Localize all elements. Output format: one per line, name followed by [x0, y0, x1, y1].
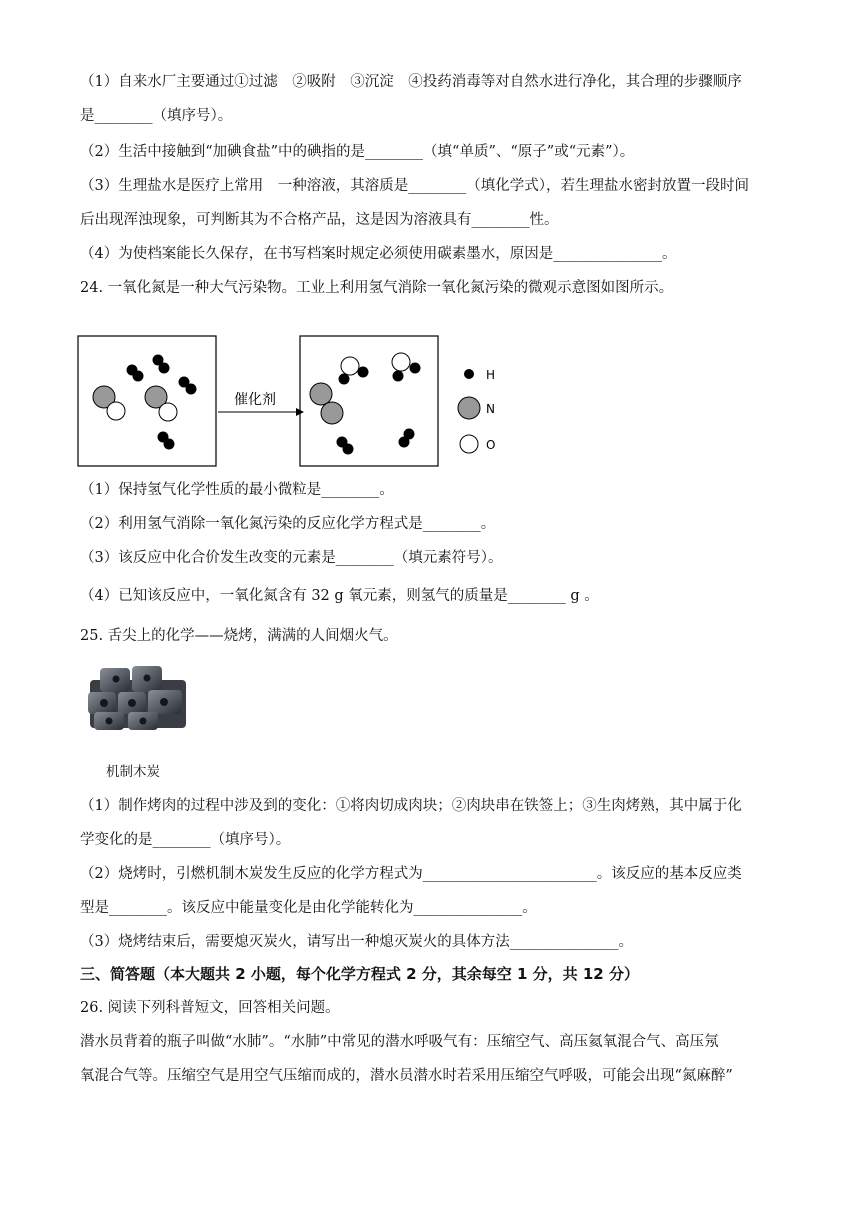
legend-n-label: N	[486, 402, 495, 416]
q26-paragraph-line-2: 氧混合气等。压缩空气是用空气压缩而成的，潜水员潜水时若采用压缩空气呼吸，可能会出现“氮麻醉”	[80, 1068, 733, 1084]
legend-n-symbol	[458, 397, 480, 419]
q24-4-line: （4）已知该反应中，一氧化氮含有 32 g 氧元素，则氢气的质量是________ g 。	[80, 588, 599, 604]
q23-4-line: （4）为使档案能长久保存，在书写档案时规定必须使用碳素墨水，原因是_______________。	[80, 246, 677, 262]
q23-3-line-b: 后出现浑浊现象，可判断其为不合格产品，这是因为溶液具有________性。	[80, 212, 559, 228]
q23-1-line-b: 是________（填序号）。	[80, 108, 233, 124]
q23-3-line-a: （3）生理盐水是医疗上常用 一种溶液，其溶质是________（填化学式），若生理盐水密封放置一段时间	[80, 178, 749, 194]
charcoal-photo	[82, 662, 196, 734]
legend-h-label: H	[486, 368, 496, 382]
section-3-heading: 三、简答题（本大题共 2 小题，每个化学方程式 2 分，其余每空 1 分，共 12 分）	[80, 965, 639, 983]
reaction-diagram	[76, 334, 516, 474]
legend	[458, 368, 495, 453]
q26-stem: 26. 阅读下列科普短文，回答相关问题。	[80, 1000, 340, 1016]
q23-2-line: （2）生活中接触到“加碘食盐”中的碘指的是________（填“单质”、“原子”或“元素”）。	[80, 144, 635, 160]
photo-caption: 机制木炭	[106, 764, 160, 780]
arrow-label: 催化剂	[234, 392, 276, 408]
q25-stem: 25. 舌尖上的化学——烧烤，满满的人间烟火气。	[80, 628, 398, 644]
q25-1-line-b: 学变化的是________（填序号）。	[80, 832, 291, 848]
q24-1-line: （1）保持氢气化学性质的最小微粒是________。	[80, 482, 394, 498]
q26-paragraph-line-1: 潜水员背着的瓶子叫做“水肺”。“水肺”中常见的潜水呼吸气有：压缩空气、高压氦氧混合气、高压氖	[80, 1034, 719, 1050]
q25-3-line: （3）烧烤结束后，需要熄灭炭火，请写出一种熄灭炭火的具体方法_______________。	[80, 934, 633, 950]
q23-1-line-a: （1）自来水厂主要通过①过滤 ②吸附 ③沉淀 ④投药消毒等对自然水进行净化，其合理的步骤顺序	[80, 74, 742, 90]
q24-2-line: （2）利用氢气消除一氧化氮污染的反应化学方程式是________。	[80, 516, 496, 532]
q25-2-line-b: 型是________。该反应中能量变化是由化学能转化为_______________。	[80, 900, 537, 916]
q25-2-line-a: （2）烧烤时，引燃机制木炭发生反应的化学方程式为________________________。该反应的基本反应类	[80, 866, 742, 882]
legend-o-symbol	[460, 435, 478, 453]
reactant-molecules	[93, 355, 196, 449]
legend-h-symbol	[464, 369, 474, 379]
q24-stem: 24. 一氧化氮是一种大气污染物。工业上利用氢气消除一氧化氮污染的微观示意图如图所示。	[80, 280, 674, 296]
product-molecules	[310, 353, 420, 454]
q24-3-line: （3）该反应中化合价发生改变的元素是________（填元素符号）。	[80, 550, 503, 566]
q25-1-line-a: （1）制作烤肉的过程中涉及到的变化：①将肉切成肉块；②肉块串在铁签上；③生肉烤熟，其中属于化	[80, 798, 742, 814]
legend-o-label: O	[486, 438, 496, 452]
